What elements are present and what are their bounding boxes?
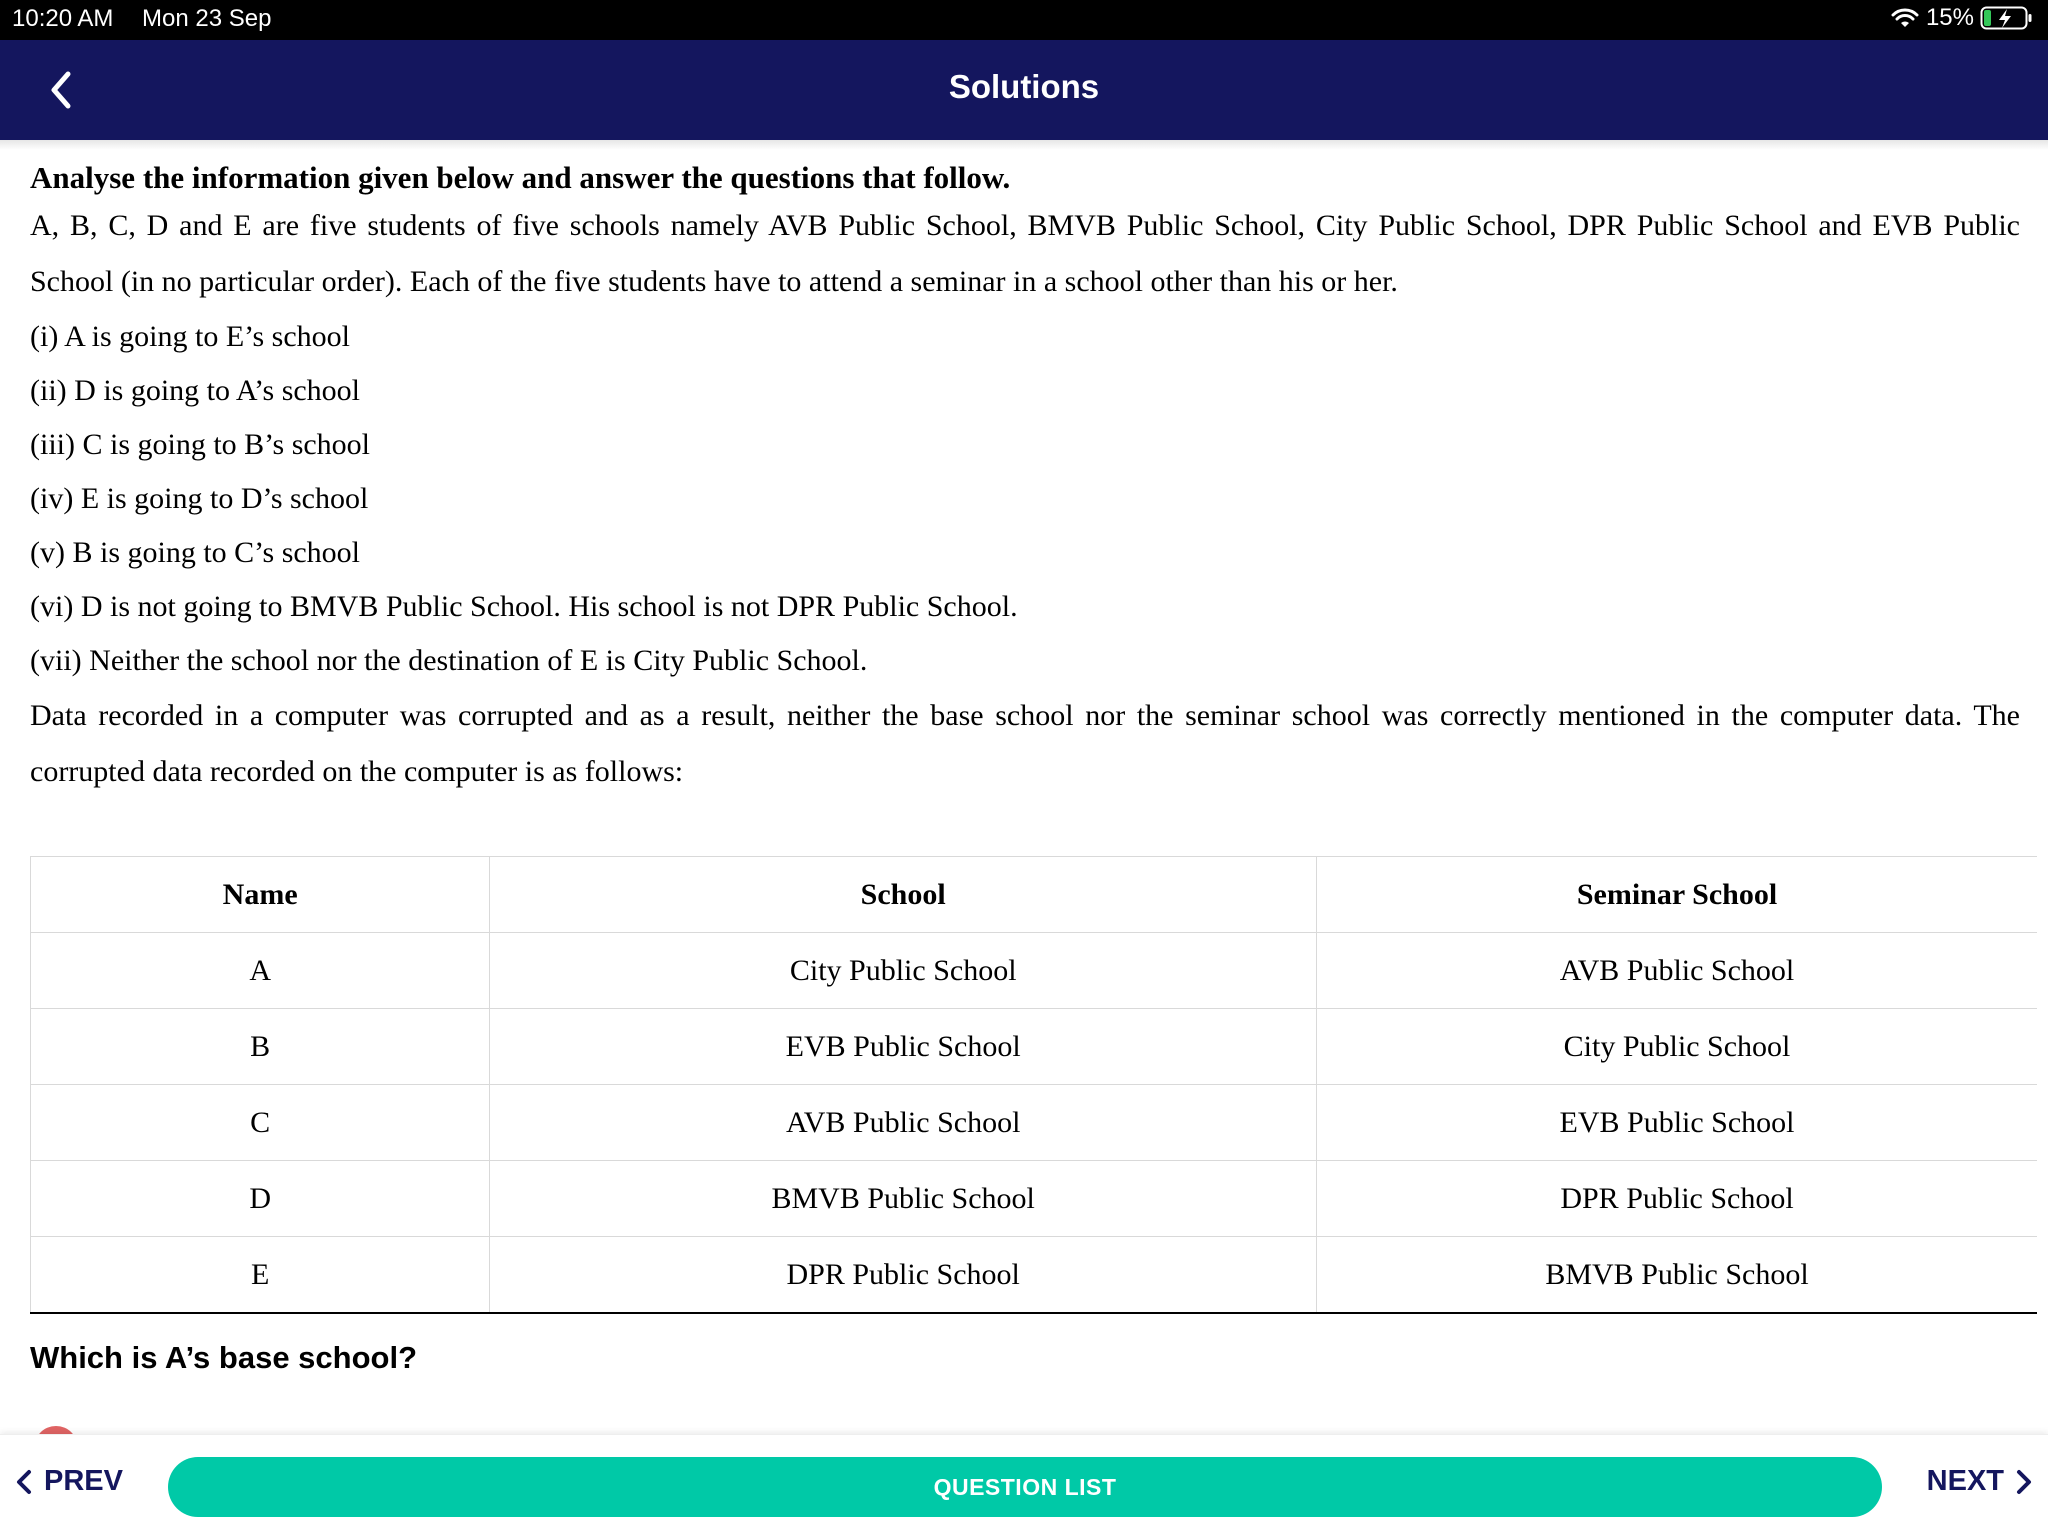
clue-item: (iii) C is going to B’s school (30, 428, 371, 461)
cell-seminar-school: City Public School (1317, 1009, 2037, 1085)
header-name: Name (31, 857, 490, 933)
table-row (31, 1237, 2038, 1314)
corrupted-data-table (30, 856, 2037, 1314)
cell-seminar-school: DPR Public School (1317, 1161, 2037, 1237)
next-label: NEXT (1926, 1465, 2004, 1497)
clue-list (30, 310, 2020, 688)
chevron-left-icon (14, 1467, 34, 1497)
nav-bar (0, 40, 2048, 140)
cell-school: DPR Public School (490, 1237, 1317, 1314)
cell-name: A (31, 933, 490, 1009)
cell-school: City Public School (490, 933, 1317, 1009)
clue-item: (i) A is going to E’s school (30, 320, 351, 353)
cell-name: B (31, 1009, 490, 1085)
table-row (31, 933, 2038, 1009)
question-content (30, 150, 2020, 800)
battery-charging-icon (1980, 5, 2034, 31)
clue-item: (v) B is going to C’s school (30, 536, 361, 569)
cell-name: E (31, 1237, 490, 1314)
corrupted-data-paragraph: Data recorded in a computer was corrupted and as a result, neither the base school nor the seminar school was correctly mentioned in the computer data. The corrupted data recorded on the computer is as follows: (30, 699, 2020, 788)
chevron-right-icon (2014, 1467, 2034, 1497)
cell-seminar-school: AVB Public School (1317, 933, 2037, 1009)
next-button[interactable] (1927, 1465, 2034, 1498)
page-title: Solutions (948, 68, 1100, 105)
cell-school: EVB Public School (490, 1009, 1317, 1085)
clue-item: (vi) D is not going to BMVB Public School. His school is not DPR Public School. (30, 590, 1018, 623)
cell-school: BMVB Public School (490, 1161, 1317, 1237)
clue-item: (vii) Neither the school nor the destination of E is City Public School. (30, 644, 868, 677)
table-header-row (31, 857, 2038, 933)
cell-seminar-school: EVB Public School (1317, 1085, 2037, 1161)
clue-item: (iv) E is going to D’s school (30, 482, 369, 515)
cell-name: D (31, 1161, 490, 1237)
status-date: Mon 23 Sep (142, 5, 272, 32)
cell-school: AVB Public School (490, 1085, 1317, 1161)
status-right (1890, 4, 2034, 32)
table-row (31, 1085, 2038, 1161)
bottom-nav-bar (0, 1434, 2048, 1536)
clue-item: (ii) D is going to A’s school (30, 374, 361, 407)
header-seminar-school: Seminar School (1317, 857, 2037, 933)
table-row (31, 1161, 2038, 1237)
question-heading: Analyse the information given below and answer the questions that follow. (30, 160, 1011, 195)
status-time: 10:20 AM (12, 5, 114, 32)
prev-button[interactable] (14, 1465, 123, 1498)
nav-shadow (0, 140, 2048, 150)
question-list-button[interactable]: QUESTION LIST (168, 1457, 1882, 1517)
header-school: School (490, 857, 1317, 933)
question-text: Which is A’s base school? (30, 1340, 418, 1375)
table-row (31, 1009, 2038, 1085)
battery-percent: 15% (1925, 4, 1974, 31)
cell-name: C (31, 1085, 490, 1161)
wifi-icon (1890, 6, 1920, 30)
status-bar (0, 0, 2048, 40)
cell-seminar-school: BMVB Public School (1317, 1237, 2037, 1314)
prev-label: PREV (44, 1465, 123, 1497)
intro-paragraph: A, B, C, D and E are five students of five schools namely AVB Public School, BMVB Public School, City Public School, DPR Public School and EVB Public School (in no particular order). Each of the five students have to attend a seminar in a school other than his or her. (30, 209, 2020, 298)
